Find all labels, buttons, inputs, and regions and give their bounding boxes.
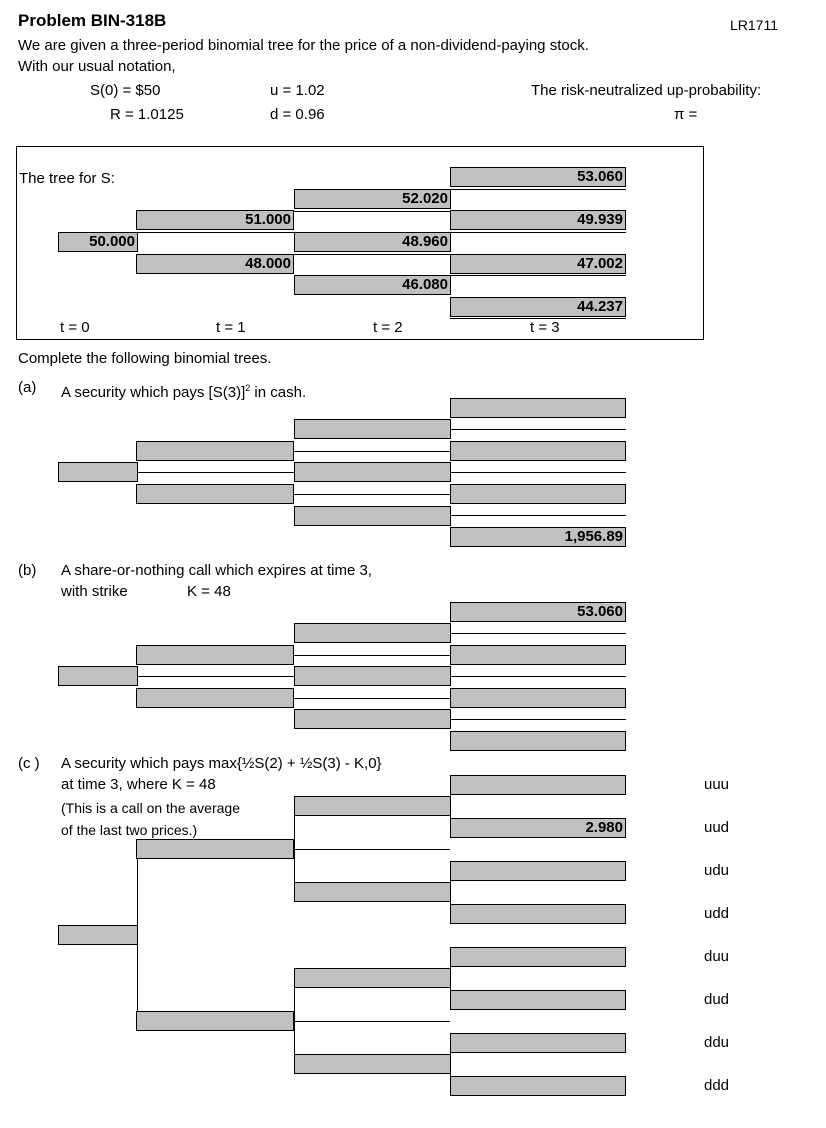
s-node-t2-uu: 52.020 [294,189,451,209]
s-node-t3-ddd: 44.237 [450,297,626,317]
path-label-uuu: uuu [704,776,730,793]
c-node-d[interactable] [136,1011,294,1031]
a-node-t3-uud[interactable] [450,441,626,461]
c-node-dud[interactable] [450,990,626,1010]
a-node-t1-down[interactable] [136,484,294,504]
c-node-ddu[interactable] [450,1033,626,1053]
b-link [450,719,626,720]
stock-tree-label: The tree for S: [19,170,115,187]
path-label-ddu: ddu [704,1034,730,1051]
a-node-t2-ud[interactable] [294,462,451,482]
time-label-t0: t = 0 [60,319,90,336]
c-node-duu[interactable] [450,947,626,967]
part-c-line-1: A security which pays max{½S(2) + ½S(3) - K,0} [61,755,382,772]
s-link [294,211,450,212]
path-label-duu: duu [704,948,730,965]
b-node-t3-uuu: 53.060 [450,602,626,622]
path-label-ddd: ddd [704,1077,730,1094]
path-label-udd: udd [704,905,730,922]
a-link [138,472,294,473]
c-node-t0[interactable] [58,925,138,945]
intro-line-2: With our usual notation, [18,58,176,75]
b-node-t3-uud[interactable] [450,645,626,665]
s-node-t3-uuu: 53.060 [450,167,626,187]
b-node-t1-up[interactable] [136,645,294,665]
c-node-ddd[interactable] [450,1076,626,1096]
b-link [450,633,626,634]
param-r: R = 1.0125 [110,106,184,123]
part-a-letter: (a) [18,379,37,396]
s-node-t1-up: 51.000 [136,210,294,230]
a-link [294,494,450,495]
a-link [294,451,450,452]
path-label-dud: dud [704,991,730,1008]
b-node-t3-ddd[interactable] [450,731,626,751]
instructions: Complete the following binomial trees. [18,350,272,367]
b-node-t2-uu[interactable] [294,623,451,643]
c-node-dd[interactable] [294,1054,451,1074]
c-node-u[interactable] [136,839,294,859]
s-link [450,189,626,190]
a-link [450,515,626,516]
s-link [138,232,294,233]
c-node-du[interactable] [294,968,451,988]
c-node-ud[interactable] [294,882,451,902]
s-link [450,275,626,276]
part-b-letter: (b) [18,562,37,579]
problem-title: Problem BIN-318B [18,11,167,30]
s-node-t1-down: 48.000 [136,254,294,274]
path-label-uud: uud [704,819,730,836]
part-b-strike-label: with strike [61,583,128,600]
a-link [450,429,626,430]
s-node-t3-udd: 47.002 [450,254,626,274]
c-connector [294,1021,450,1022]
a-node-t0[interactable] [58,462,138,482]
c-node-udu[interactable] [450,861,626,881]
intro-line-1: We are given a three-period binomial tree for the price of a non-dividend-paying stock. [18,37,589,54]
part-b-strike-value: K = 48 [187,583,231,600]
pi-label: π = [674,106,698,123]
b-node-t3-udd[interactable] [450,688,626,708]
time-label-t1: t = 1 [216,319,246,336]
part-a-text: A security which pays $[S(3)]^2$ in cash. [61,383,307,401]
s-link [450,232,626,233]
a-node-t1-up[interactable] [136,441,294,461]
a-node-t2-dd[interactable] [294,506,451,526]
problem-code: LR1711 [730,17,779,33]
time-label-t3: t = 3 [530,319,560,336]
part-c-note-1: (This is a call on the average [61,800,240,816]
s-node-t2-ud: 48.960 [294,232,451,252]
s-node-t2-dd: 46.080 [294,275,451,295]
c-node-uu[interactable] [294,796,451,816]
c-node-udd[interactable] [450,904,626,924]
part-b-line-1: A share-or-nothing call which expires at time 3, [61,562,372,579]
c-connector [294,849,450,850]
c-node-uuu[interactable] [450,775,626,795]
a-node-t3-ddd: 1,956.89 [450,527,626,547]
b-node-t0[interactable] [58,666,138,686]
a-node-t3-udd[interactable] [450,484,626,504]
b-node-t2-ud[interactable] [294,666,451,686]
param-u: u = 1.02 [270,82,325,99]
a-node-t2-uu[interactable] [294,419,451,439]
param-s0: S(0) = $50 [90,82,161,99]
time-label-t2: t = 2 [373,319,403,336]
part-c-letter: (c ) [18,755,40,772]
part-c-line-2: at time 3, where K = 48 [61,776,216,793]
s-node-t3-uud: 49.939 [450,210,626,230]
param-d: d = 0.96 [270,106,325,123]
b-link [294,698,450,699]
risk-neutral-label: The risk-neutralized up-probability: [531,82,762,99]
c-node-uud: 2.980 [450,818,626,838]
b-link [450,676,626,677]
s-link [294,254,450,255]
b-node-t1-down[interactable] [136,688,294,708]
path-label-udu: udu [704,862,730,879]
b-link [294,655,450,656]
a-node-t3-uuu[interactable] [450,398,626,418]
a-link [450,472,626,473]
part-c-note-2: of the last two prices.) [61,822,198,838]
s-node-t0: 50.000 [58,232,138,252]
b-link [138,676,294,677]
b-node-t2-dd[interactable] [294,709,451,729]
